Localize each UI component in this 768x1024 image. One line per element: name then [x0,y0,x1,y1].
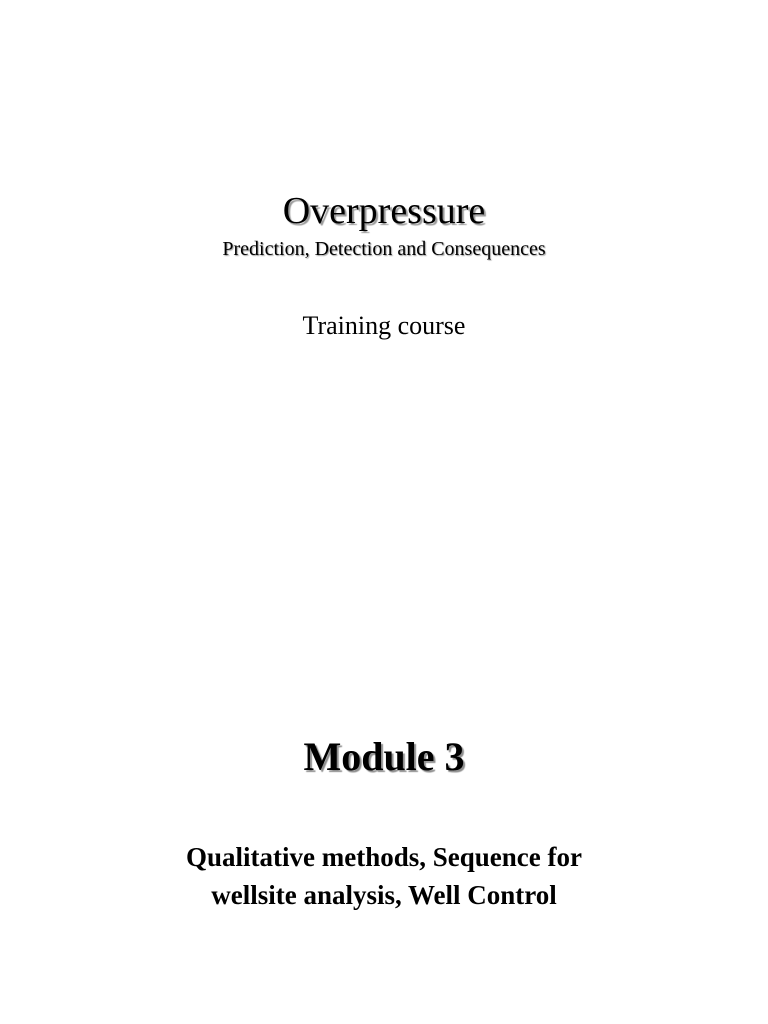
course-label: Training course [302,311,466,340]
module-description [0,838,768,914]
document-title: Overpressure [282,190,486,232]
module-heading: Module 3 [303,734,465,779]
module-description-line-2: wellsite analysis, Well Control [211,880,557,910]
module-description-line-1: Qualitative methods, Sequence for [186,842,582,872]
document-subtitle: Prediction, Detection and Consequences [222,238,546,260]
